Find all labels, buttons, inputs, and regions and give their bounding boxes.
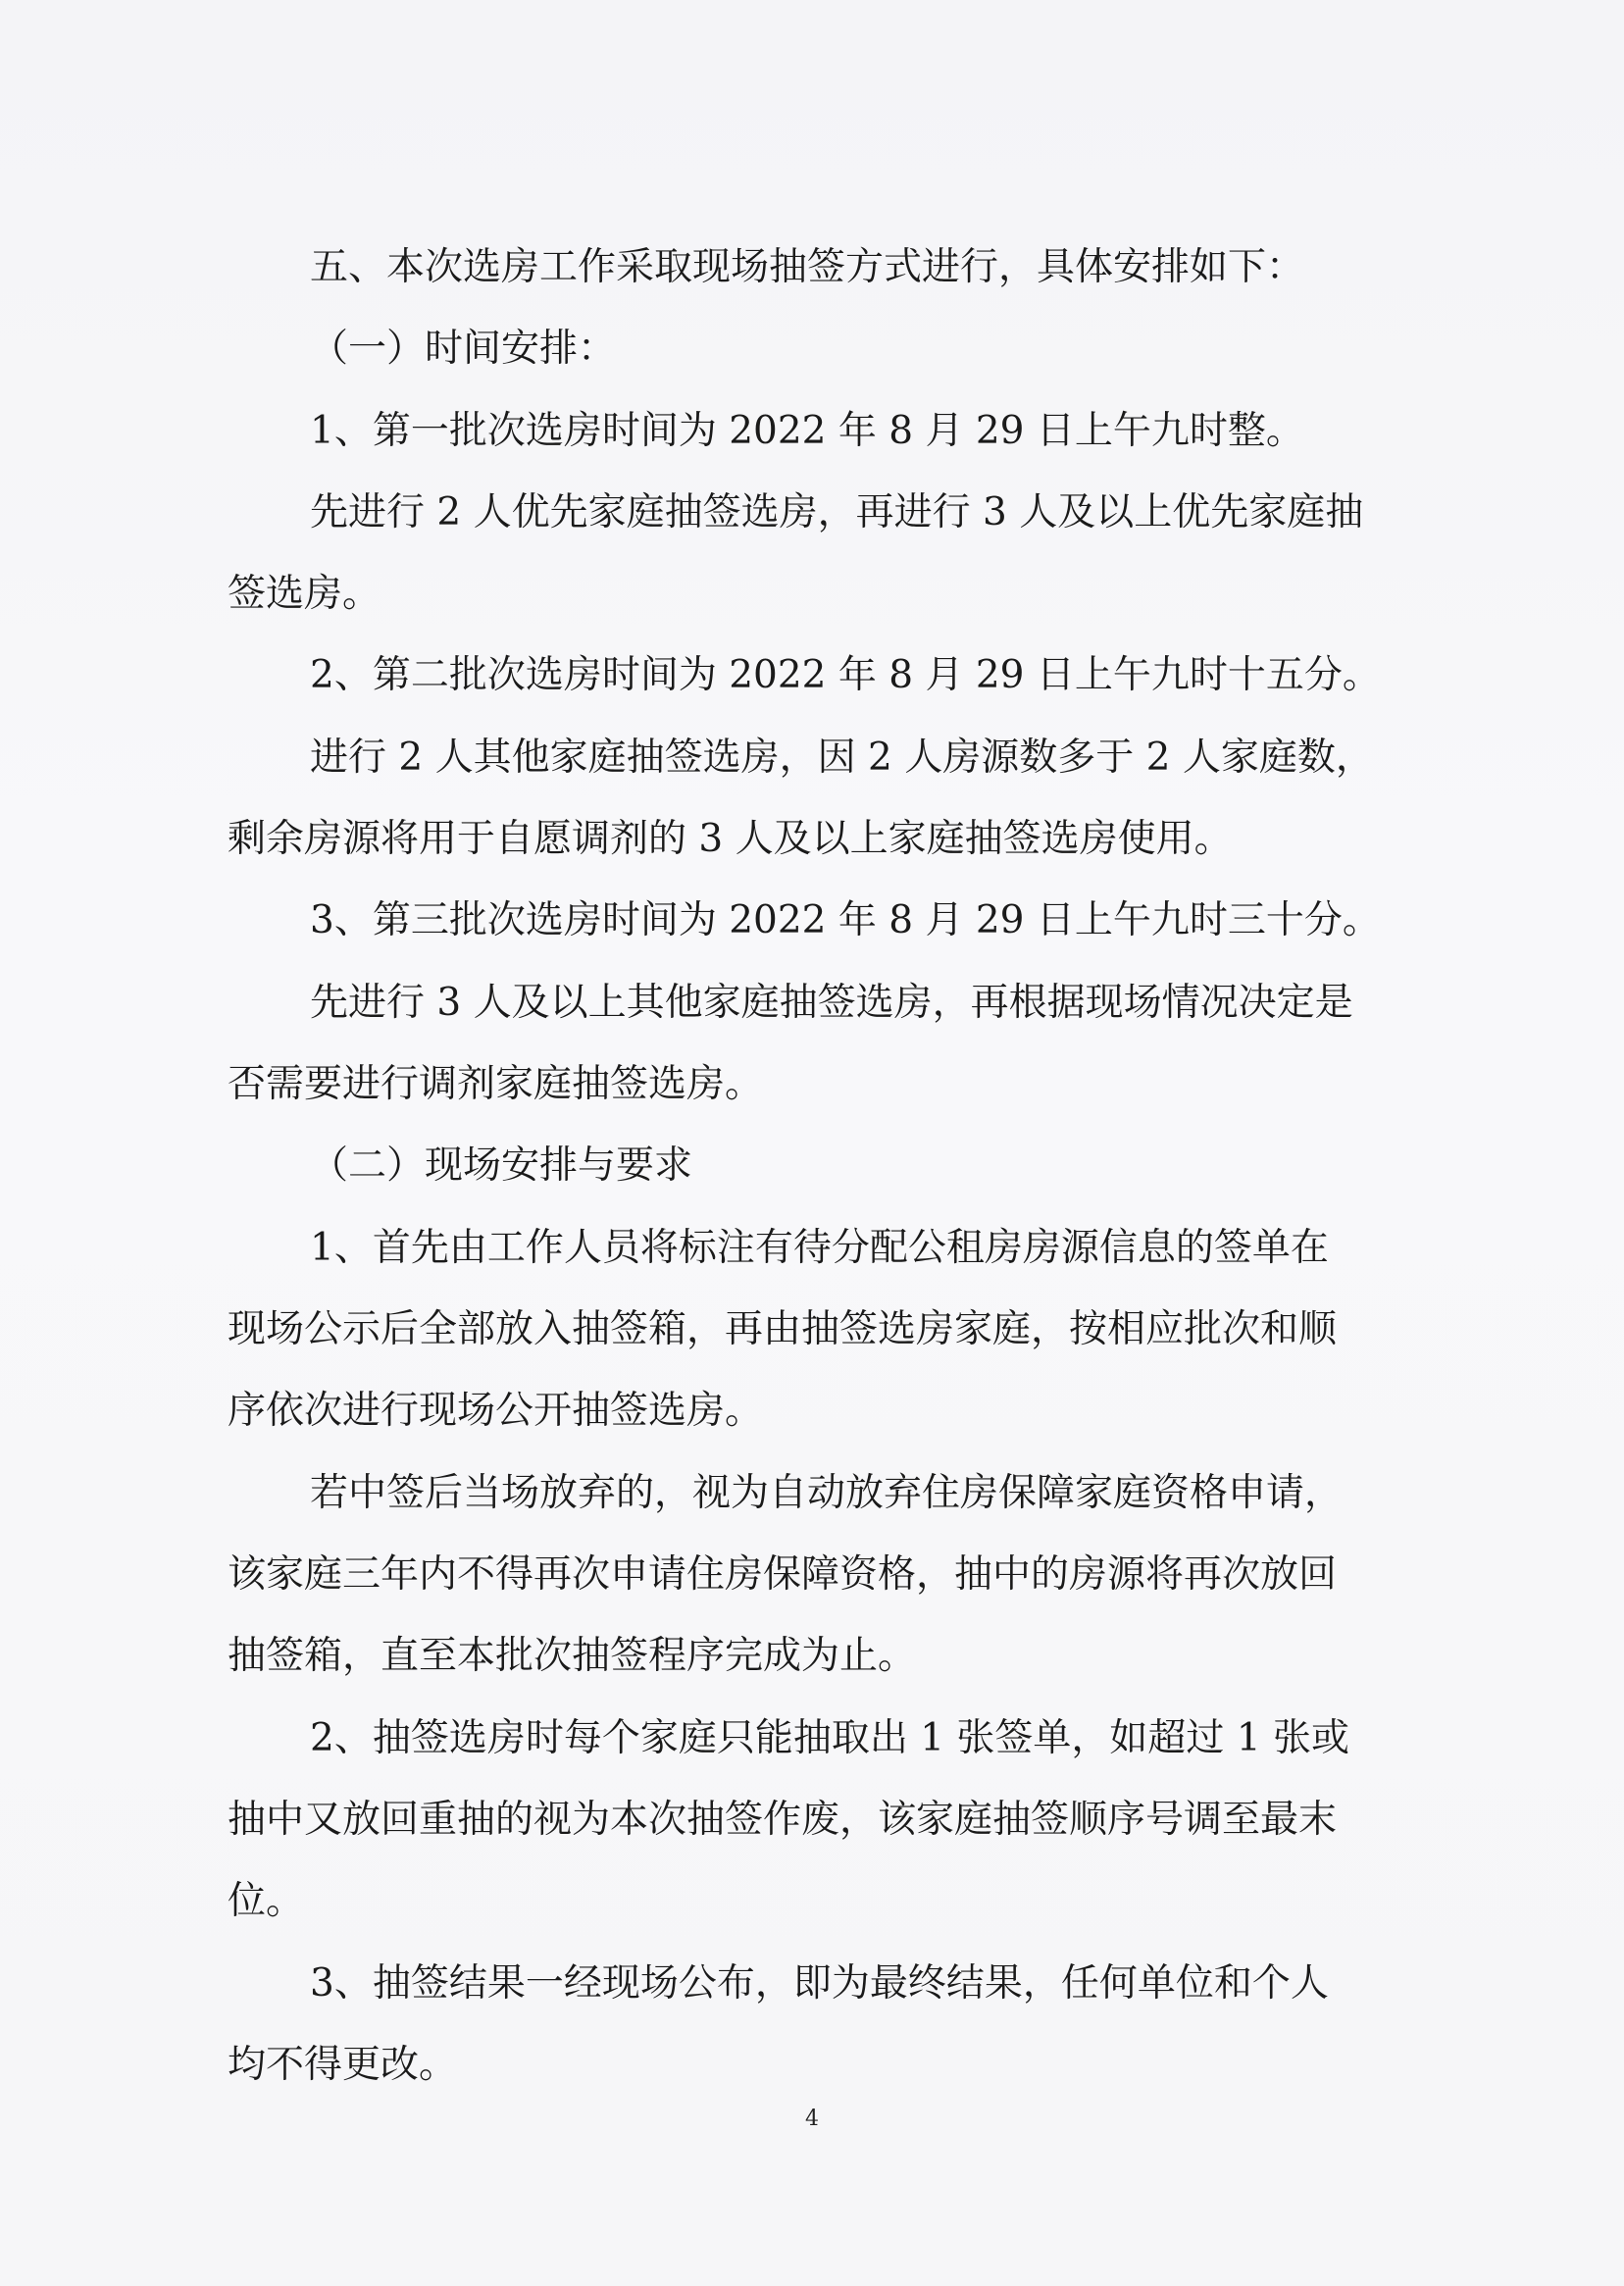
paragraph-line: 该家庭三年内不得再次申请住房保障资格，抽中的房源将再次放回: [228, 1552, 1338, 1597]
paragraph-line: 均不得更改。: [228, 2043, 458, 2087]
paragraph-line: 抽签箱，直至本批次抽签程序完成为止。: [228, 1634, 917, 1678]
paragraph-line: 五、本次选房工作采取现场抽签方式进行，具体安排如下：: [310, 245, 1305, 289]
paragraph-line: 剩余房源将用于自愿调剂的 3 人及以上家庭抽签选房使用。: [228, 817, 1233, 861]
page-number: 4: [805, 2107, 819, 2131]
paragraph-line: 2、抽签选房时每个家庭只能抽取出 1 张签单，如超过 1 张或: [310, 1716, 1350, 1760]
paragraph-line: 3、第三批次选房时间为 2022 年 8 月 29 日上午九时三十分。: [310, 898, 1381, 942]
paragraph-line: 抽中又放回重抽的视为本次抽签作废，该家庭抽签顺序号调至最末: [228, 1798, 1338, 1842]
paragraph-line: 1、首先由工作人员将标注有待分配公租房房源信息的签单在: [310, 1226, 1329, 1270]
paragraph-line: 进行 2 人其他家庭抽签选房，因 2 人房源数多于 2 人家庭数，: [310, 736, 1374, 780]
paragraph-line: （二）现场安排与要求: [310, 1143, 693, 1188]
paragraph-line: 1、第一批次选房时间为 2022 年 8 月 29 日上午九时整。: [310, 409, 1304, 453]
paragraph-line: 先进行 2 人优先家庭抽签选房，再进行 3 人及以上优先家庭抽: [310, 490, 1364, 534]
paragraph-line: 先进行 3 人及以上其他家庭抽签选房，再根据现场情况决定是: [310, 981, 1353, 1025]
paragraph-line: 签选房。: [228, 572, 381, 616]
paragraph-line: 3、抽签结果一经现场公布，即为最终结果，任何单位和个人: [310, 1961, 1329, 2006]
paragraph-line: 现场公示后全部放入抽签箱，再由抽签选房家庭，按相应批次和顺: [228, 1307, 1338, 1351]
paragraph-line: （一）时间安排：: [310, 327, 617, 371]
paragraph-line: 否需要进行调剂家庭抽签选房。: [228, 1062, 764, 1106]
paragraph-line: 序依次进行现场公开抽签选房。: [228, 1389, 764, 1433]
paragraph-line: 2、第二批次选房时间为 2022 年 8 月 29 日上午九时十五分。: [310, 653, 1381, 697]
paragraph-line: 若中签后当场放弃的，视为自动放弃住房保障家庭资格申请，: [310, 1471, 1344, 1515]
paragraph-line: 位。: [228, 1879, 305, 1923]
